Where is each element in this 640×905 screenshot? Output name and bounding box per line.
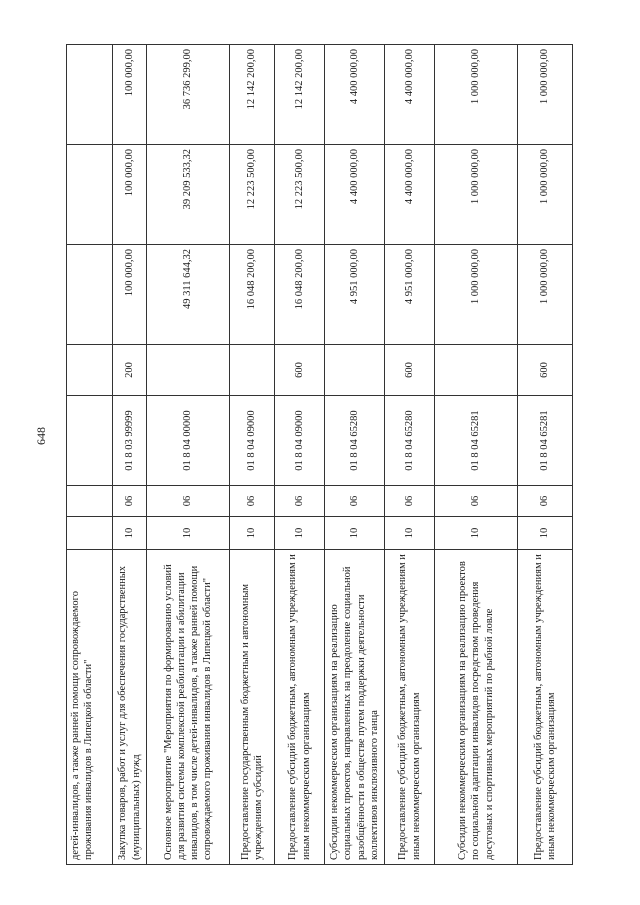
expense-type-code xyxy=(435,345,518,396)
rotated-table-container xyxy=(66,45,572,865)
table-row xyxy=(113,45,147,865)
amount-year-1: 100 000,00 xyxy=(113,245,147,345)
expense-type-code: 600 xyxy=(518,345,573,396)
amount-year-1: 4 951 000,00 xyxy=(385,245,435,345)
page-number: 648 xyxy=(34,427,48,445)
row-name: Предоставление государственным бюджетным и автономным учреждениям субсидий xyxy=(230,550,275,865)
amount-year-3: 4 400 000,00 xyxy=(385,45,435,145)
target-article-code: 01 8 04 09000 xyxy=(275,396,325,486)
row-name: Предоставление субсидий бюджетным, автономным учреждениям и иным некоммерческим организациям xyxy=(275,550,325,865)
expense-type-code xyxy=(147,345,230,396)
table-row xyxy=(147,45,230,865)
amount-year-3: 1 000 000,00 xyxy=(518,45,573,145)
amount-year-1: 1 000 000,00 xyxy=(435,245,518,345)
expense-type-code xyxy=(230,345,275,396)
target-article-code: 01 8 04 65281 xyxy=(518,396,573,486)
table-row xyxy=(325,45,385,865)
budget-table xyxy=(66,44,573,865)
subsection-code: 06 xyxy=(147,486,230,517)
amount-year-2: 1 000 000,00 xyxy=(518,145,573,245)
table-row xyxy=(518,45,573,865)
row-name: Субсидии некоммерческим организациям на реализацию социальных проектов, направленных на преодоление социальной разобщённости в обществе путем поддержки деятельности коллективов инклюзивного танца xyxy=(325,550,385,865)
amount-year-3: 100 000,00 xyxy=(113,45,147,145)
table-row xyxy=(435,45,518,865)
subsection-code: 06 xyxy=(113,486,147,517)
subsection-code: 06 xyxy=(435,486,518,517)
amount-year-3: 12 142 200,00 xyxy=(230,45,275,145)
target-article-code: 01 8 03 99999 xyxy=(113,396,147,486)
subsection-code xyxy=(67,486,113,517)
amount-year-1: 1 000 000,00 xyxy=(518,245,573,345)
target-article-code: 01 8 04 65280 xyxy=(325,396,385,486)
section-code: 10 xyxy=(113,517,147,550)
row-name: Субсидии некоммерческим организациям на реализацию проектов по социальной адаптации инвалидов посредством проведения досуговых и спортивных мероприятий по рыбной ловле xyxy=(435,550,518,865)
target-article-code: 01 8 04 00000 xyxy=(147,396,230,486)
subsection-code: 06 xyxy=(518,486,573,517)
amount-year-1: 49 311 644,32 xyxy=(147,245,230,345)
section-code: 10 xyxy=(275,517,325,550)
subsection-code: 06 xyxy=(230,486,275,517)
table-row xyxy=(385,45,435,865)
amount-year-2: 100 000,00 xyxy=(113,145,147,245)
amount-year-2: 12 223 500,00 xyxy=(275,145,325,245)
amount-year-1: 16 048 200,00 xyxy=(230,245,275,345)
expense-type-code: 200 xyxy=(113,345,147,396)
amount-year-2: 4 400 000,00 xyxy=(325,145,385,245)
expense-type-code xyxy=(67,345,113,396)
target-article-code: 01 8 04 65281 xyxy=(435,396,518,486)
amount-year-2: 1 000 000,00 xyxy=(435,145,518,245)
amount-year-1 xyxy=(67,245,113,345)
target-article-code: 01 8 04 65280 xyxy=(385,396,435,486)
target-article-code xyxy=(67,396,113,486)
table-row xyxy=(275,45,325,865)
row-name: Основное мероприятие "Мероприятия по формированию условий для развития системы комплексной реабилитации и абилитации инвалидов, в том числе детей-инвалидов, а также ранней помощи сопровождаемого проживания инвалидов в Липецкой области" xyxy=(147,550,230,865)
target-article-code: 01 8 04 09000 xyxy=(230,396,275,486)
amount-year-1: 16 048 200,00 xyxy=(275,245,325,345)
amount-year-2 xyxy=(67,145,113,245)
amount-year-3: 1 000 000,00 xyxy=(435,45,518,145)
amount-year-3 xyxy=(67,45,113,145)
section-code: 10 xyxy=(385,517,435,550)
section-code: 10 xyxy=(435,517,518,550)
table-row xyxy=(230,45,275,865)
amount-year-2: 39 209 533,32 xyxy=(147,145,230,245)
row-name: Предоставление субсидий бюджетным, автономным учреждениям и иным некоммерческим организациям xyxy=(385,550,435,865)
amount-year-3: 36 736 299,00 xyxy=(147,45,230,145)
row-name: Предоставление субсидий бюджетным, автономным учреждениям и иным некоммерческим организациям xyxy=(518,550,573,865)
row-name: Закупка товаров, работ и услуг для обеспечения государственных (муниципальных) нужд xyxy=(113,550,147,865)
expense-type-code: 600 xyxy=(275,345,325,396)
row-name: детей-инвалидов, а также ранней помощи сопровождаемого проживания инвалидов в Липецкой области" xyxy=(67,550,113,865)
amount-year-3: 4 400 000,00 xyxy=(325,45,385,145)
section-code: 10 xyxy=(518,517,573,550)
section-code: 10 xyxy=(147,517,230,550)
subsection-code: 06 xyxy=(385,486,435,517)
expense-type-code xyxy=(325,345,385,396)
amount-year-2: 4 400 000,00 xyxy=(385,145,435,245)
amount-year-1: 4 951 000,00 xyxy=(325,245,385,345)
amount-year-3: 12 142 200,00 xyxy=(275,45,325,145)
section-code: 10 xyxy=(230,517,275,550)
section-code xyxy=(67,517,113,550)
table-row xyxy=(67,45,113,865)
expense-type-code: 600 xyxy=(385,345,435,396)
amount-year-2: 12 223 500,00 xyxy=(230,145,275,245)
subsection-code: 06 xyxy=(325,486,385,517)
subsection-code: 06 xyxy=(275,486,325,517)
section-code: 10 xyxy=(325,517,385,550)
